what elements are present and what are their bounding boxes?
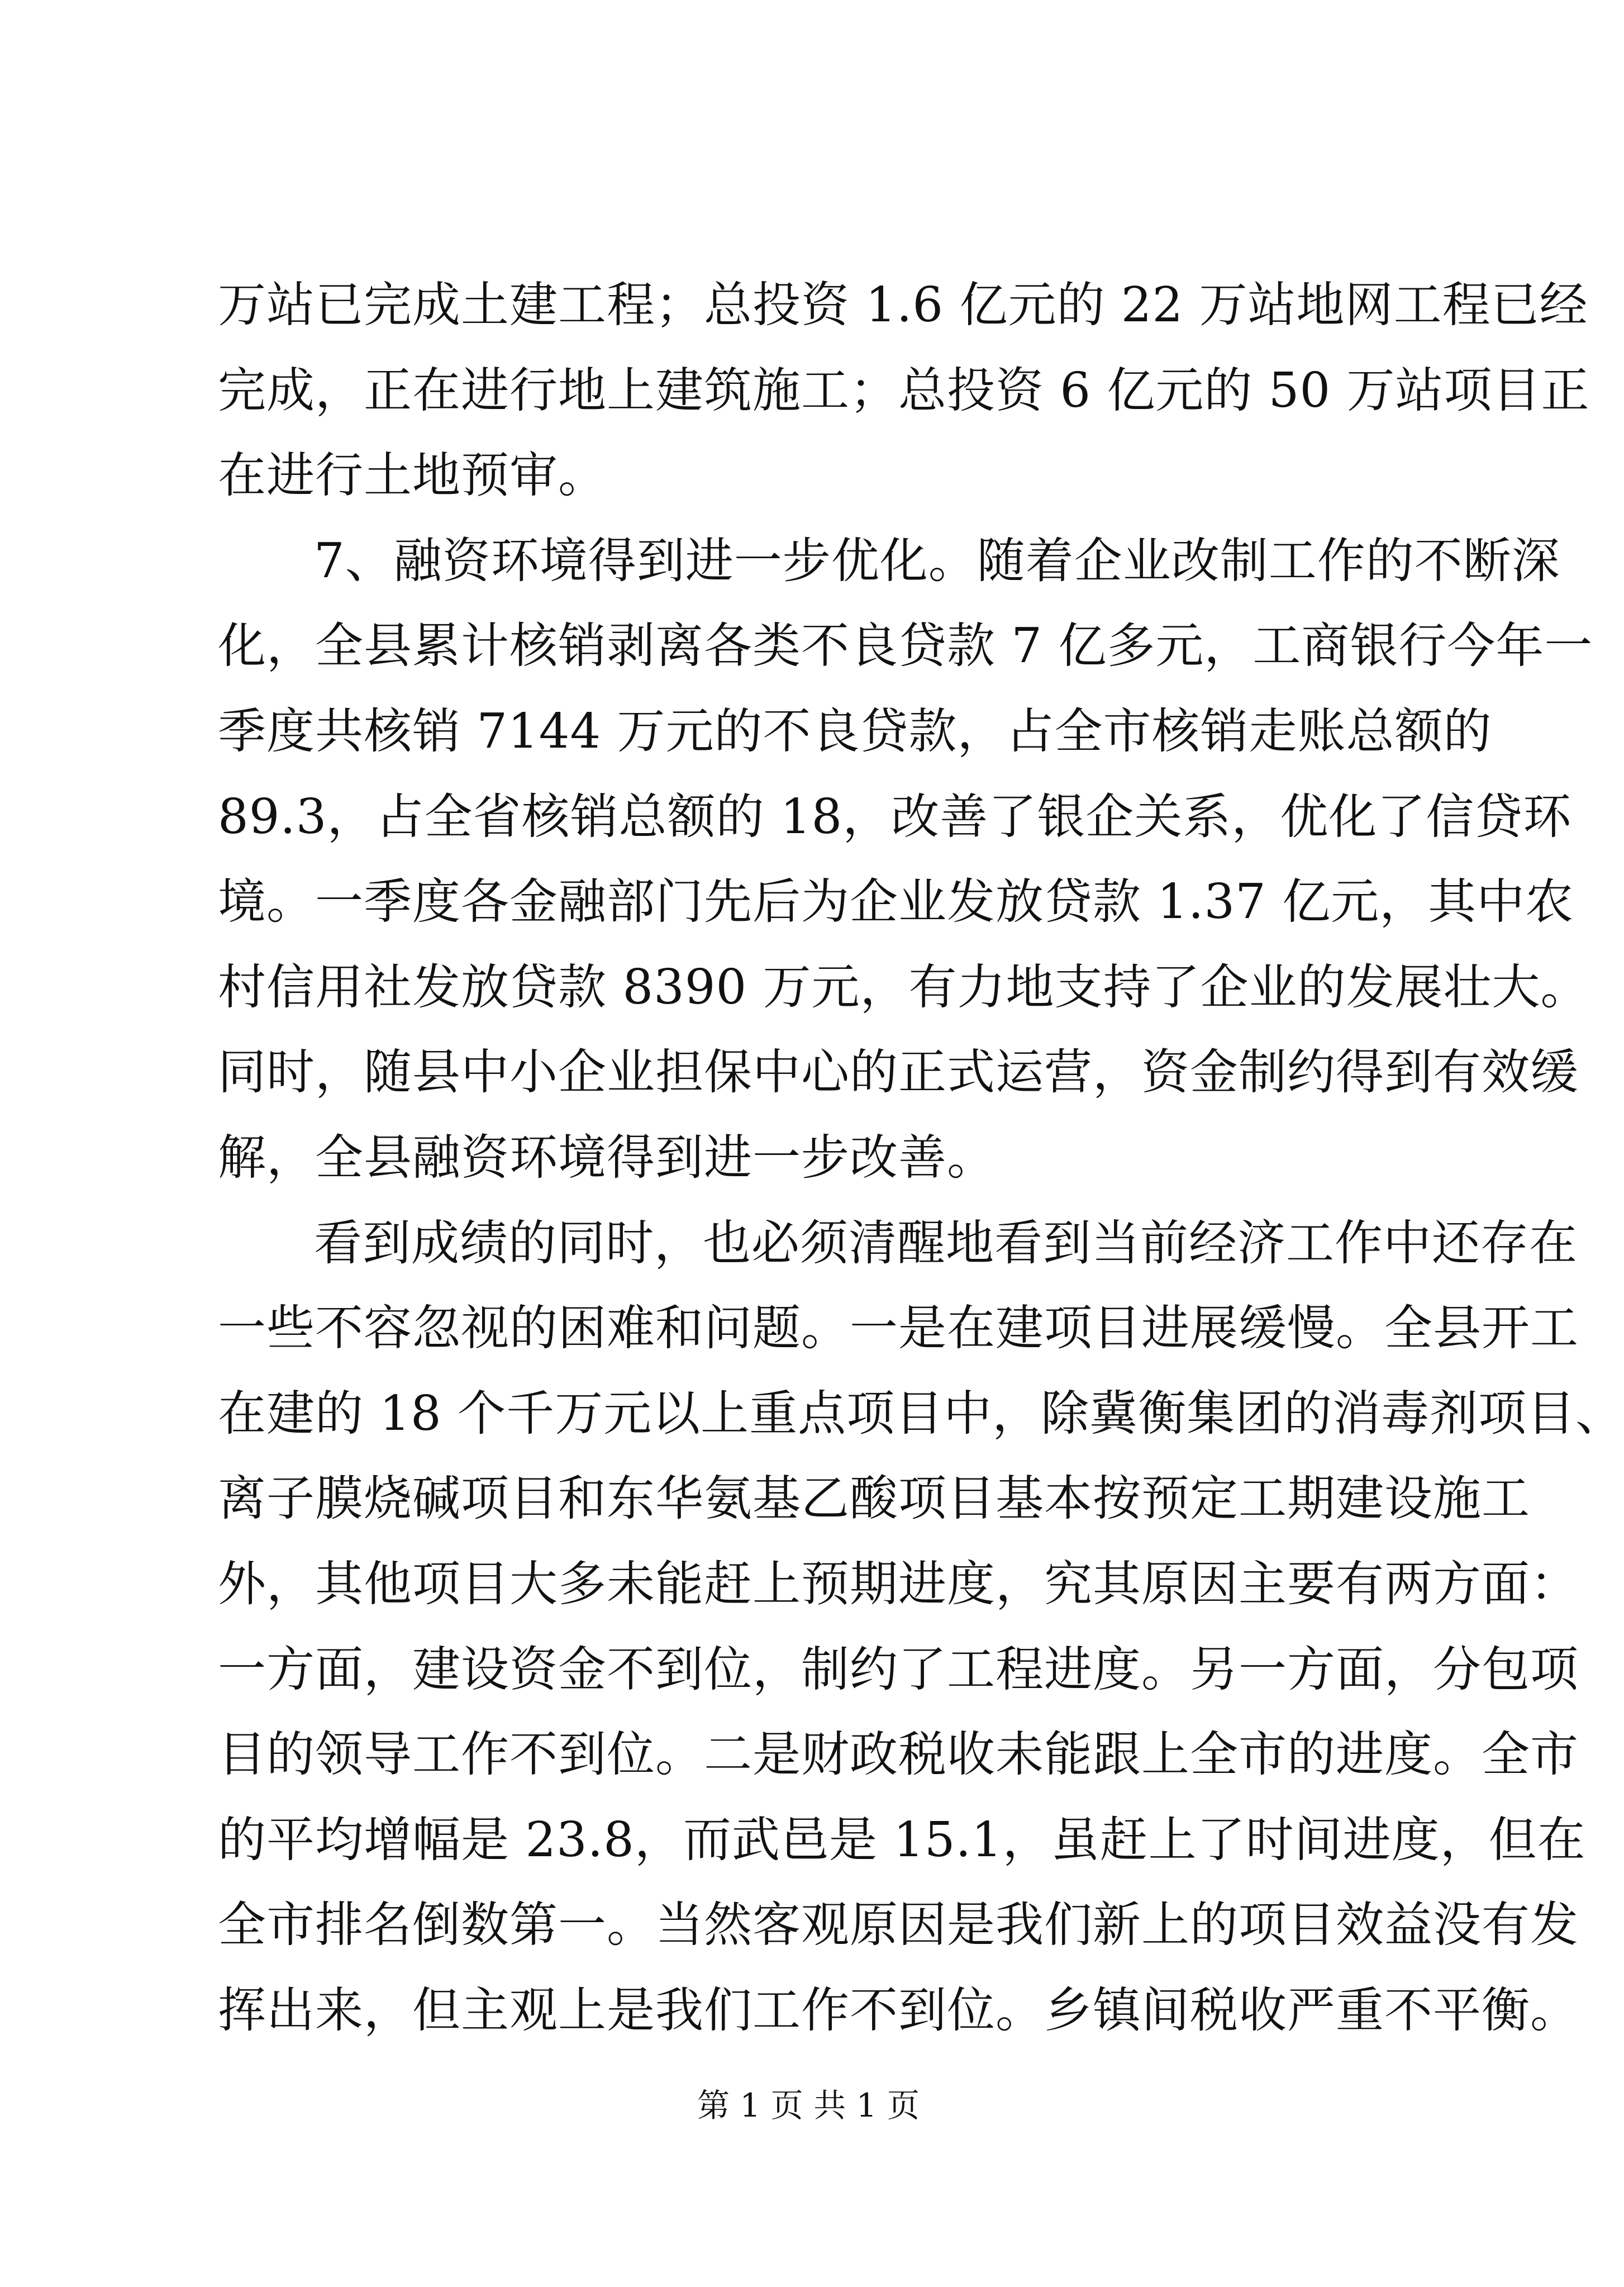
text-line: 在建的 18 个千万元以上重点项目中，除冀衡集团的消毒剂项目、 [218, 1385, 1624, 1442]
text-line: 解，全县融资环境得到进一步改善。 [218, 1129, 996, 1186]
text-line: 7、融资环境得到进一步优化。随着企业改制工作的不断深 [314, 532, 1560, 589]
text-line: 一些不容忽视的困难和问题。一是在建项目进展缓慢。全县开工 [218, 1300, 1579, 1357]
text-line: 季度共核销 7144 万元的不良贷款，占全市核销走账总额的 [218, 703, 1492, 759]
text-line: 89.3，占全省核销总额的 18，改善了银企关系，优化了信贷环 [218, 788, 1572, 845]
text-line: 挥出来，但主观上是我们工作不到位。乡镇间税收严重不平衡。 [218, 1982, 1579, 2038]
text-line: 万站已完成土建工程；总投资 1.6 亿元的 22 万站地网工程已经 [218, 277, 1588, 333]
text-line: 外，其他项目大多未能赶上预期进度，究其原因主要有两方面： [218, 1556, 1579, 1612]
text-line: 的平均增幅是 23.8，而武邑是 15.1，虽赶上了时间进度，但在 [218, 1811, 1586, 1868]
text-line: 在进行土地预审。 [218, 448, 607, 504]
text-line: 全市排名倒数第一。当然客观原因是我们新上的项目效益没有发 [218, 1897, 1579, 1953]
text-line: 看到成绩的同时，也必须清醒地看到当前经济工作中还存在 [314, 1215, 1578, 1271]
text-line: 目的领导工作不到位。二是财政税收未能跟上全市的进度。全市 [218, 1727, 1579, 1783]
body-text [218, 263, 1624, 2053]
text-line: 一方面，建设资金不到位，制约了工程进度。另一方面，分包项 [218, 1641, 1579, 1698]
page-footer: 第 1 页 共 1 页 [697, 2086, 920, 2124]
text-line: 境。一季度各金融部门先后为企业发放贷款 1.37 亿元，其中农 [218, 874, 1574, 930]
text-line: 同时，随县中小企业担保中心的正式运营，资金制约得到有效缓 [218, 1044, 1579, 1101]
text-line: 化，全县累计核销剥离各类不良贷款 7 亿多元，工商银行今年一 [218, 618, 1593, 674]
text-line: 完成，正在进行地上建筑施工；总投资 6 亿元的 50 万站项目正 [218, 362, 1590, 419]
text-line: 村信用社发放贷款 8390 万元，有力地支持了企业的发展壮大。 [218, 959, 1589, 1015]
text-line: 离子膜烧碱项目和东华氨基乙酸项目基本按预定工期建设施工 [218, 1471, 1530, 1527]
